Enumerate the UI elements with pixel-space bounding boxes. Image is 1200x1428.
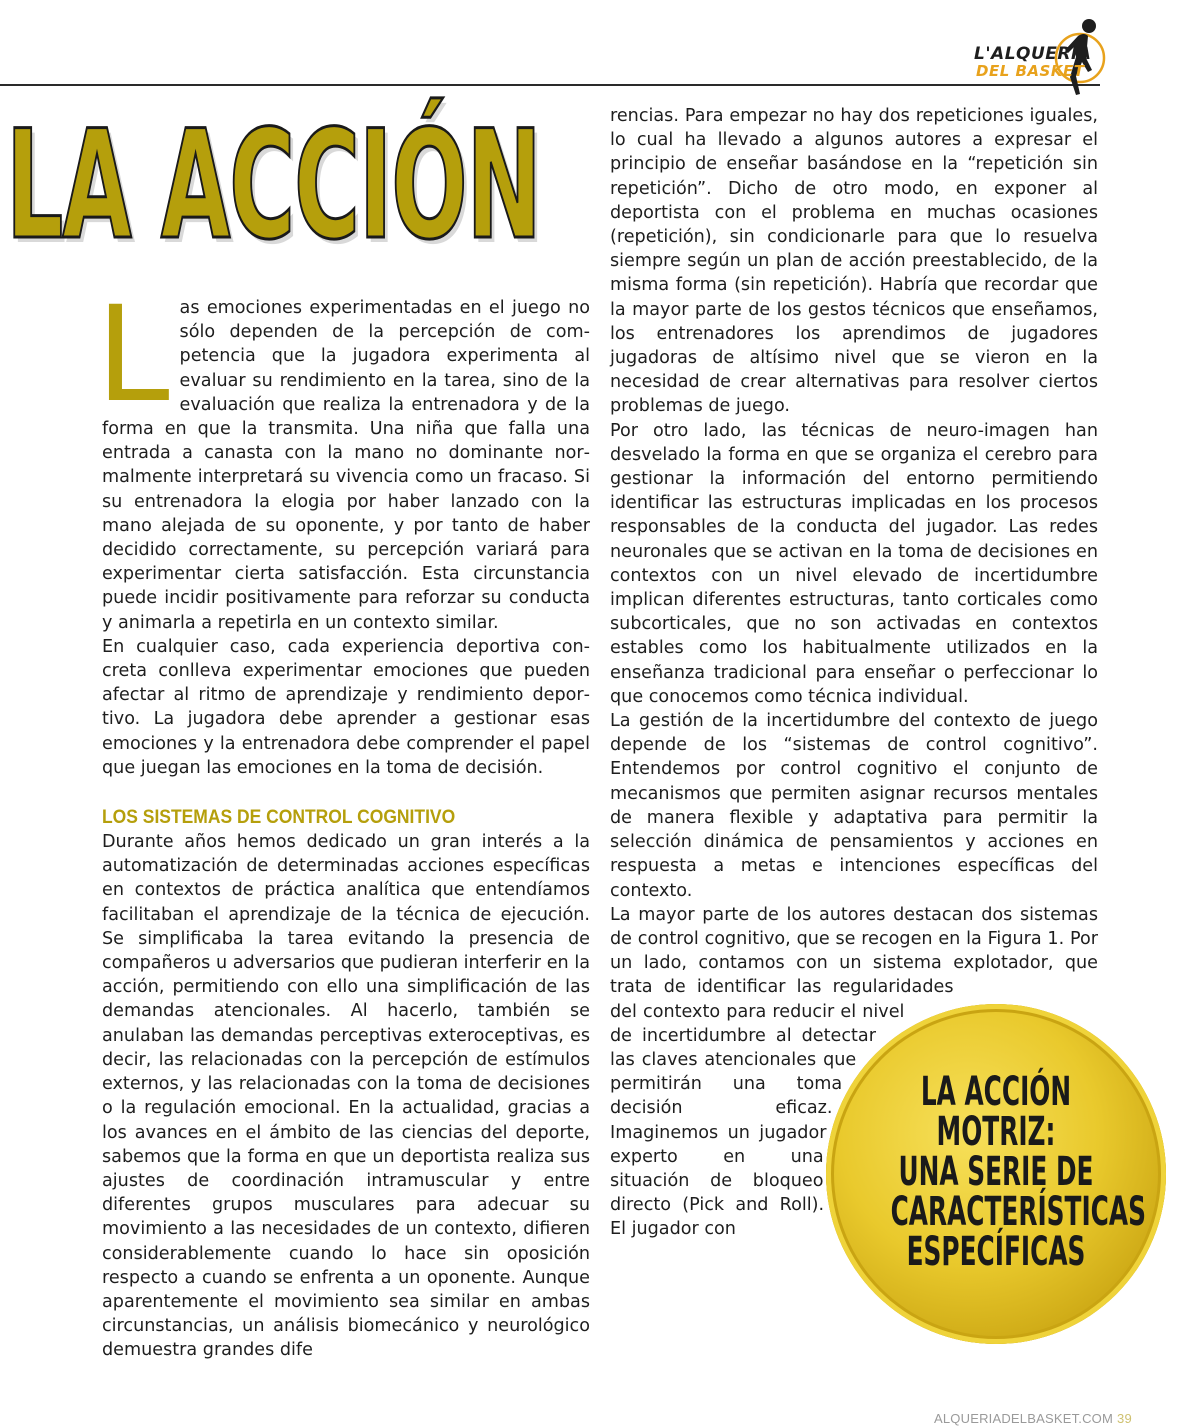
body-paragraph: En cualquier caso, cada experiencia deportiva concreta conlleva experimentar emociones que pueden afectar al ritmo de aprendizaje y rendimiento deportivo. La jugadora debe aprender a gestionar esas emociones y la entrenadora debe comprender el papel que juegan las emociones en la toma de decisión. — [102, 636, 590, 778]
body-paragraph: Por otro lado, las técnicas de neuro-imagen han desvelado la forma en que se organiza el cerebro para gestionar la información del entorno permitiendo identificar las estructuras implicadas en los procesos responsables de la conducta del jugador. Las redes neuronales que se activan en la toma de decisiones en contextos con un nivel elevado de incertidumbre implican diferentes estructuras, tanto corticales como subcorticales, que no son activadas en contextos estables como los habitualmente utilizados en la enseñanza tradicional para enseñar o perfeccionar lo que conocemos como técnica individual. — [610, 420, 1098, 707]
intro-paragraph — [96, 278, 590, 635]
pullquote-line: ESPECÍFICAS — [906, 1229, 1086, 1275]
article-headline: LA ACCIÓN — [6, 99, 541, 273]
pullquote-line: LA ACCIÓN — [920, 1069, 1072, 1115]
top-rule — [0, 84, 1100, 86]
pullquote-text — [826, 1069, 1166, 1275]
pullquote-line: MOTRIZ: — [936, 1109, 1056, 1155]
logo-line-2: DEL BASKET — [976, 62, 1085, 80]
section-subheading: LOS SISTEMAS DE CONTROL COGNITIVO — [102, 807, 456, 829]
body-text: La mayor parte de los autores destacan dos sistemas de control cognitivo, que se recogen en la Figura 1. Por un lado, contamos con un sistema explotador, que trata de identificar las regularidades del contexto para reducir el nivel de incertidumbre al detectar las claves atencionales que permitirán una toma decisión eficaz. Imaginemos un jugador experto en una situación de bloqueo directo (Pick and Roll). El jugador con — [610, 904, 1098, 1240]
body-paragraph: rencias. Para empezar no hay dos repeticiones iguales, lo cual ha llevado a algunos autores a expresar el principio de enseñar basándose en la “repetición sin repetición”. Dicho de otro modo, en exponer al deportista con el problema en muchas ocasiones (repetición), sin condicionarle para que lo resuelva siempre según un plan de acción preestablecido, de la misma forma (sin repetición). Habría que recordar que la mayor parte de los gestos técnicos que enseñamos, los entrenadores los aprendimos de jugadores jugadoras de altísimo nivel que se vieron en la necesidad de crear alternativas para resolver ciertos problemas de juego. — [610, 106, 1098, 417]
footer-site-link[interactable]: ALQUERIADELBASKET.COM — [934, 1411, 1114, 1426]
logo-line-1: L'ALQUERIA — [974, 44, 1092, 64]
pullquote-line: CARACTERÍSTICAS — [890, 1189, 1146, 1235]
body-paragraph: Durante años hemos dedicado un gran interés a la automatización de determinadas acciones específicas en contextos de práctica analítica que entendíamos facilitaban el aprendizaje de la técnica de ejecución. Se simplificaba la tarea evitando la presencia de compañeros u adversarios que pudieran interferir en la acción, permitiendo con ello una simplificación de las demandas atencionales. Al hacerlo, también se anulaban las demandas perceptivas exteroceptivas, es decir, las relacionadas con la percepción de estímulos externos, y las relacionadas con la toma de decisiones o la regulación emocional. En la actualidad, gracias a los avances en el ámbito de las ciencias del deporte, sabemos que la forma en que un deportista realiza sus ajustes de coordinación intramuscular y entre diferentes grupos musculares para adecuar su movimiento a las necesidades de un contexto, difieren considerablemente cuando lo hace sin oposición respecto a cuando se enfrenta a un oponente. Aunque aparentemente el movimiento sea similar en ambas circunstancias, un análisis biomecánico y neurológico demuestra grandes dife — [102, 832, 590, 1361]
body-paragraph: La gestión de la incertidumbre del contexto de juego depende de los “sistemas de control cognitivo”. Entendemos por control cognitivo el conjunto de mecanismos que permiten asignar recursos mentales de manera flexible y adaptativa para permitir la selección dinámica de pensamientos y acciones en respuesta a metas e intenciones específicas del contexto. — [610, 711, 1098, 901]
drop-cap: L — [96, 278, 170, 432]
left-column — [96, 278, 590, 1363]
page-footer — [934, 1410, 1132, 1428]
page-number: 39 — [1117, 1411, 1132, 1426]
intro-text: as emociones experimentadas en el juego no sólo dependen de la percepción de competencia que la jugadora experimenta al evaluar su rendimiento en la tarea, sino de la evaluación que realiza la entrenadora y de la forma en que la transmita. Una niña que falla una entrada a canasta con la mano no dominante normalmente interpretará su vivencia como un fracaso. Si su entrenadora la elogia por haber lanzado con la mano alejada de su oponente, y por tanto de haber decidido correctamente, su percepción variará para experimentar cierta satisfacción. Esta circunstancia puede incidir positivamente para reforzar su conducta y animarla a repetirla en un contexto similar. — [102, 298, 590, 633]
pullquote-line: UNA SERIE DE — [898, 1149, 1094, 1195]
headline-crop — [0, 100, 6, 270]
brand-logo[interactable] — [960, 14, 1110, 104]
pullquote-circle — [826, 1004, 1166, 1344]
